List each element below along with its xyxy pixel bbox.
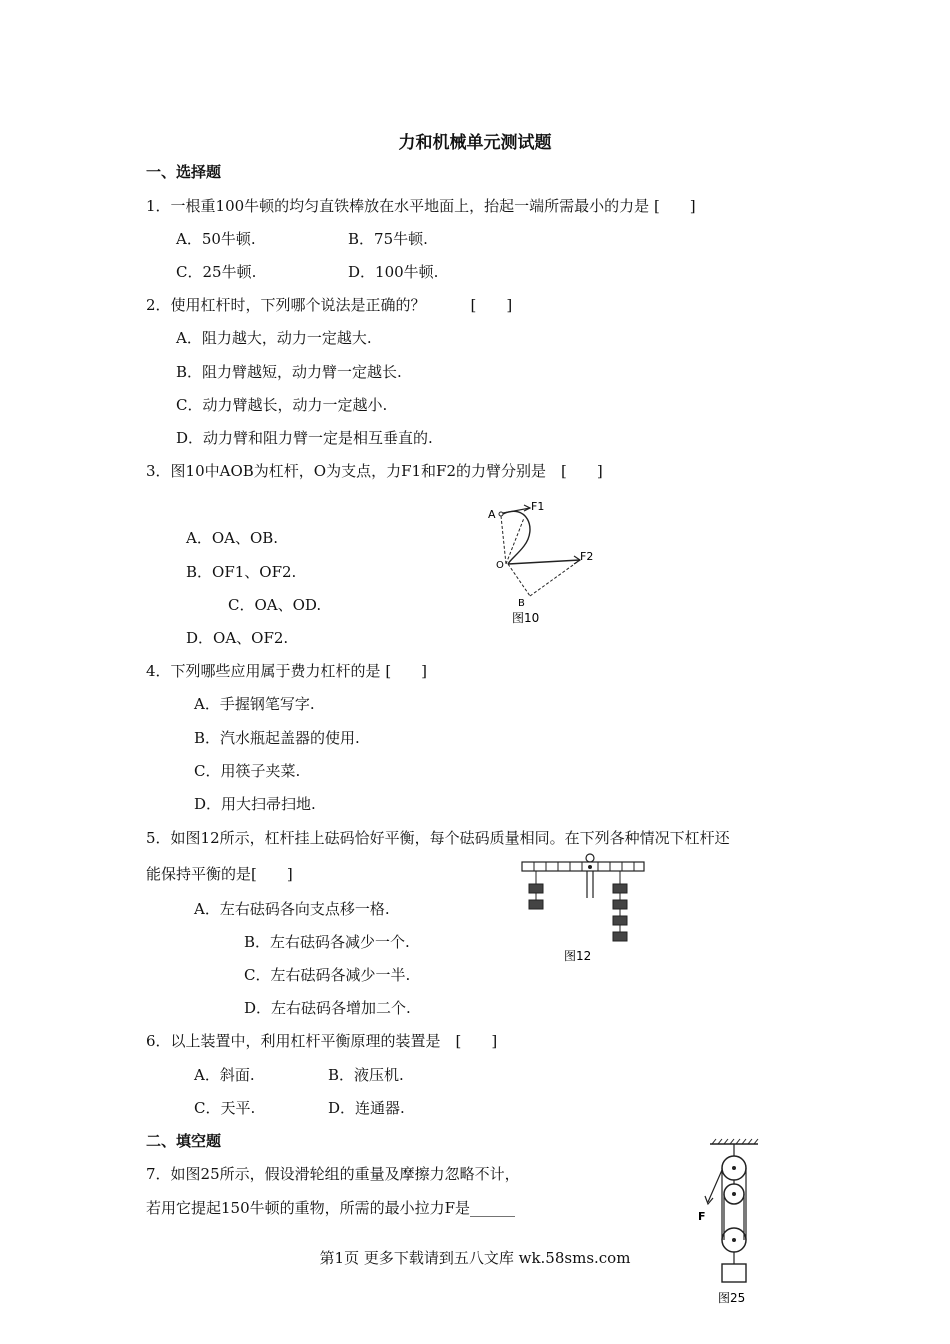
question-6-option-d: D．连通器. [328,1099,405,1117]
question-1-option-a: A．50牛顿. [176,230,256,248]
figure-12-right-weights [613,884,627,941]
figure-25-pulley-axle-3 [732,1238,736,1242]
question-4-option-a: A．手握钢笔写字. [194,695,315,713]
figure-25-pulley-axle-1 [732,1166,736,1170]
question-2-option-b: B．阻力臂越短，动力臂一定越长. [176,363,402,381]
figure-25-caption: 图25 [718,1291,746,1305]
question-5-stem: 5．如图12所示，杠杆挂上砝码恰好平衡，每个砝码质量相同。在下列各种情况下杠杆还 [146,829,730,847]
question-6-stem: 6．以上装置中，利用杠杆平衡原理的装置是 [ ] [146,1032,498,1050]
question-3-stem: 3．图10中AOB为杠杆，O为支点，力F1和F2的力臂分别是 [ ] [146,462,603,480]
question-4-option-b: B．汽水瓶起盖器的使用. [194,729,360,747]
question-2-option-c: C．动力臂越长，动力一定越小. [176,396,388,414]
figure-10-caption: 图10 [512,611,540,625]
question-7-stem: 7．如图25所示，假设滑轮组的重量及摩擦力忽略不计， [146,1165,520,1183]
figure-25-pulley-system [696,1136,766,1308]
question-3-option-b: B．OF1、OF2. [186,563,297,581]
question-3-option-c: C．OA、OD. [228,596,322,614]
figure-10-arm-f2 [530,560,580,596]
figure-25-label-f: F [698,1210,706,1223]
question-1-option-b: B．75牛顿. [348,230,428,248]
question-5-option-c: C．左右砝码各减少一半. [244,966,411,984]
figure-12-caption: 图12 [564,949,592,963]
page-footer: 第1页 更多下载请到五八文库 wk.58sms.com [319,1249,631,1267]
question-2-stem: 2．使用杠杆时，下列哪个说法是正确的？ [ ] [146,296,513,314]
figure-10-lever-arm [508,560,580,564]
figure-10-label-f2: F2 [580,550,594,563]
question-5-option-b: B．左右砝码各减少一个. [244,933,410,951]
figure-12-pivot-point [588,865,592,869]
figure-10-arm-oa [501,516,506,564]
figure-10-lever-curve [503,511,530,564]
figure-12-left-weights [529,884,543,909]
question-5-option-d: D．左右砝码各增加二个. [244,999,411,1017]
figure-10-arm-f1 [506,518,524,564]
question-3-option-d: D．OA、OF2. [186,629,289,647]
question-2-option-d: D．动力臂和阻力臂一定是相互垂直的. [176,429,433,447]
question-1-stem: 1．一根重100牛顿的均匀直铁棒放在水平地面上，抬起一端所需最小的力是 [ ] [146,197,696,215]
question-6-option-c: C．天平. [194,1099,256,1117]
figure-10-label-f1: F1 [531,500,545,513]
figure-10-lever [486,498,606,628]
figure-25-pulley-axle-2 [732,1192,736,1196]
question-4-stem: 4．下列哪些应用属于费力杠杆的是 [ ] [146,662,428,680]
question-6-option-a: A．斜面. [194,1066,255,1084]
question-1-option-d: D．100牛顿. [348,263,439,281]
question-2-option-a: A．阻力越大，动力一定越大. [176,329,372,347]
question-3-option-a: A．OA、OB. [186,529,279,547]
question-4-option-c: C．用筷子夹菜. [194,762,301,780]
section-heading-choice: 一、选择题 [146,163,222,181]
figure-12-balanced-lever [518,850,648,965]
question-4-option-d: D．用大扫帚扫地. [194,795,316,813]
question-7-stem-continued: 若用它提起150牛顿的重物，所需的最小拉力F是______ [146,1199,516,1217]
question-1-option-c: C．25牛顿. [176,263,257,281]
figure-10-arm-ob [508,564,530,596]
question-5-stem-continued: 能保持平衡的是[ ] [146,865,293,883]
figure-10-label-a: A [488,508,496,521]
figure-10-point-a [499,512,503,516]
figure-12-pivot-ring [586,854,594,862]
figure-12-lever-bar [522,862,644,871]
page-title: 力和机械单元测试题 [398,133,552,153]
figure-10-label-b: B [518,598,525,609]
question-6-option-b: B．液压机. [328,1066,404,1084]
question-5-option-a: A．左右砝码各向支点移一格. [194,900,390,918]
section-heading-fill-in: 二、填空题 [146,1132,222,1150]
figure-10-label-o: O [496,560,504,571]
